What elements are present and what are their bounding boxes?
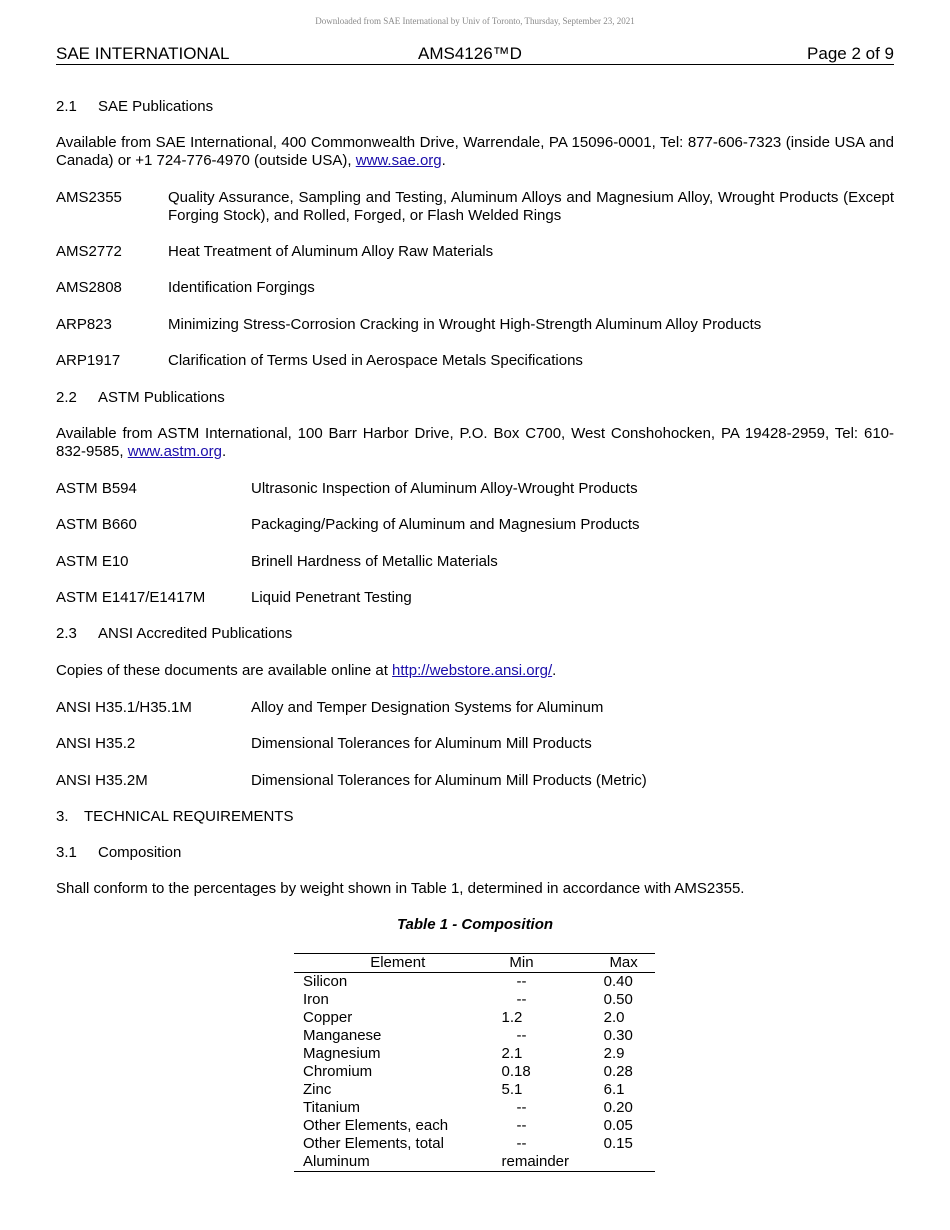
section-2-3-intro: Copies of these documents are available online at http://webstore.ansi.org/.: [56, 662, 557, 679]
astm-website-link[interactable]: www.astm.org: [127, 443, 222, 460]
table-row: Titanium -- 0.20: [303, 1099, 633, 1116]
table-row: Zinc 5.1 6.1: [303, 1081, 625, 1098]
doc-entry: ASTM B594 Ultrasonic Inspection of Aluminum Alloy-Wrought Products: [56, 480, 638, 497]
table-row: Other Elements, total -- 0.15: [303, 1135, 633, 1152]
doc-entry: ANSI H35.2 Dimensional Tolerances for Aluminum Mill Products: [56, 735, 592, 752]
doc-entry: ASTM B660 Packaging/Packing of Aluminum and Magnesium Products: [56, 516, 640, 533]
column-header: Element: [294, 954, 501, 973]
section-3-1-heading: 3.1 Composition: [56, 844, 182, 861]
section-3-1-text: Shall conform to the percentages by weight shown in Table 1, determined in accordance with AMS2355.: [56, 880, 745, 897]
doc-entry: ASTM E10 Brinell Hardness of Metallic Materials: [56, 553, 498, 570]
table-row: Iron -- 0.50: [303, 991, 633, 1008]
table-row: Manganese -- 0.30: [303, 1027, 633, 1044]
doc-entry: AMS2355 Quality Assurance, Sampling and Testing, Aluminum Alloys and Magnesium Alloy, Wrought Products (Except Forging Stock), and Rolled, Forged, or Flash Welded Rings: [56, 189, 894, 224]
publisher-name: SAE INTERNATIONAL: [56, 44, 230, 63]
doc-entry: AMS2772 Heat Treatment of Aluminum Alloy Raw Materials: [56, 243, 494, 260]
section-2-1-intro: Available from SAE International, 400 Commonwealth Drive, Warrendale, PA 15096-0001, Tel: 877-606-7323 (inside USA and Canada) or +1 724-776-4970 (outside USA), www.sae.org.: [56, 134, 894, 169]
doc-entry: AMS2808 Identification Forgings: [56, 279, 315, 296]
table-caption: Table 1 - Composition: [396, 916, 554, 933]
table-row: Aluminum remainder: [294, 1153, 655, 1172]
table-row: Magnesium 2.1 2.9: [303, 1045, 625, 1062]
section-3-heading: 3. TECHNICAL REQUIREMENTS: [56, 808, 294, 825]
column-header: Min: [501, 954, 603, 973]
document-number: AMS4126™D: [418, 44, 522, 63]
ansi-webstore-link[interactable]: http://webstore.ansi.org/: [392, 662, 553, 679]
doc-entry: ASTM E1417/E1417M Liquid Penetrant Testing: [56, 589, 412, 606]
page-number: Page 2 of 9: [807, 44, 894, 63]
doc-entry: ANSI H35.2M Dimensional Tolerances for Aluminum Mill Products (Metric): [56, 772, 647, 789]
table-header-row: [294, 954, 655, 973]
section-2-2-intro: Available from ASTM International, 100 Barr Harbor Drive, P.O. Box C700, West Conshohocken, PA 19428-2959, Tel: 610-832-9585, www.astm.org.: [56, 425, 894, 460]
doc-entry: ARP823 Minimizing Stress-Corrosion Cracking in Wrought High-Strength Aluminum Alloy Products: [56, 316, 762, 333]
section-2-1-heading: 2.1 SAE Publications: [56, 98, 214, 115]
page-header: [56, 44, 894, 65]
section-2-2-heading: 2.2 ASTM Publications: [56, 389, 225, 406]
table-row: Other Elements, each -- 0.05: [303, 1117, 633, 1134]
download-watermark: Downloaded from SAE International by Univ of Toronto, Thursday, September 23, 2021: [315, 16, 635, 26]
table-row: Copper 1.2 2.0: [303, 1009, 625, 1026]
doc-entry: ARP1917 Clarification of Terms Used in Aerospace Metals Specifications: [56, 352, 583, 369]
table-row: Silicon -- 0.40: [303, 973, 633, 990]
doc-entry: ANSI H35.1/H35.1M Alloy and Temper Designation Systems for Aluminum: [56, 699, 604, 716]
composition-table: [294, 953, 655, 1172]
section-2-3-heading: 2.3 ANSI Accredited Publications: [56, 625, 293, 642]
column-header: Max: [604, 954, 655, 973]
table-row: Chromium 0.18 0.28: [303, 1063, 633, 1080]
sae-website-link[interactable]: www.sae.org: [355, 152, 442, 169]
